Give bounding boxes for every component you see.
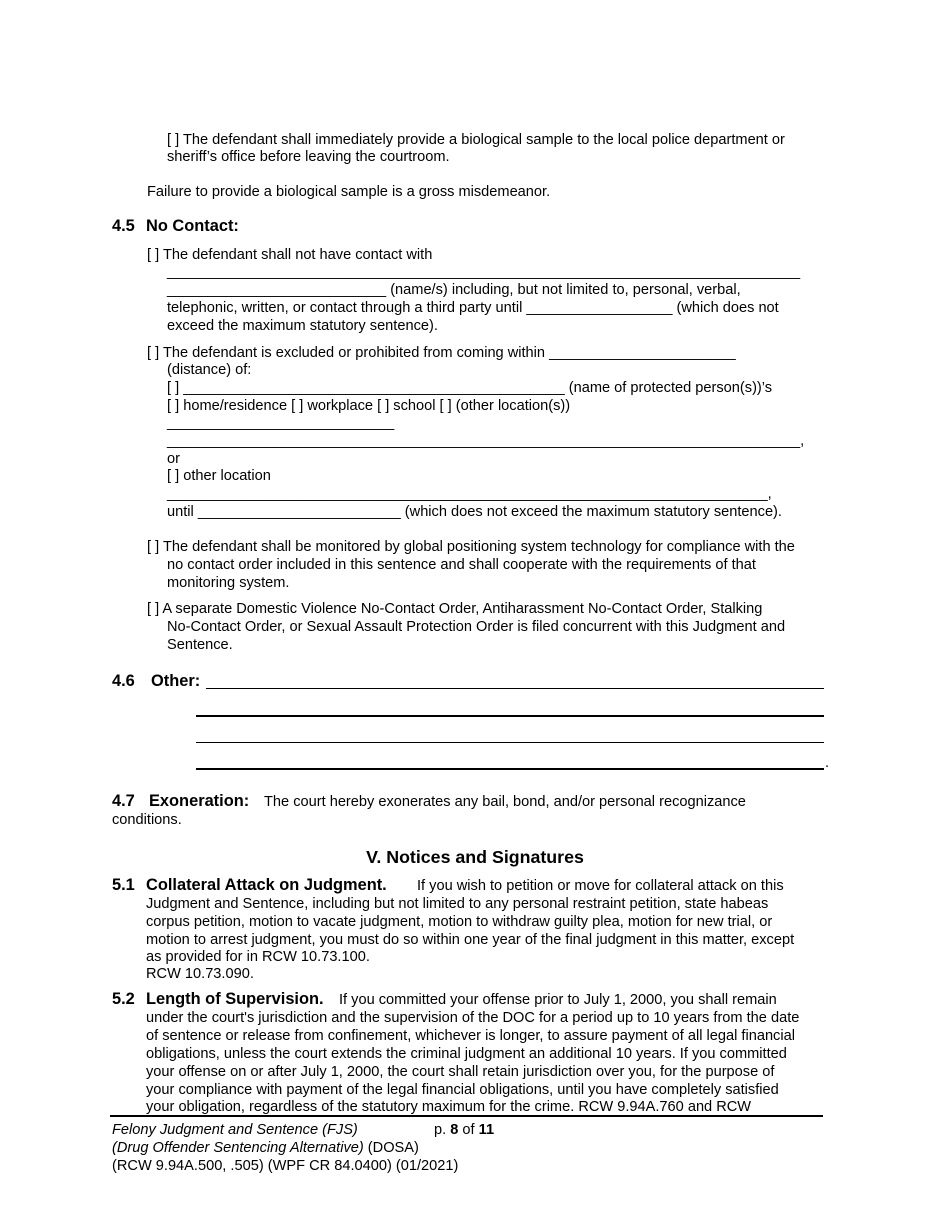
other-period: .	[825, 755, 830, 771]
gps-option-line-3: monitoring system.	[167, 575, 290, 591]
section-5-1-number: 5.1	[112, 876, 135, 894]
section-4-7-number: 4.7	[112, 792, 135, 810]
footer-page-prefix: p.	[434, 1122, 451, 1138]
biosample-line-2: sheriff’s office before leaving the courtroom.	[167, 149, 450, 165]
footer-rcw: (RCW 9.94A.500, .505) (WPF CR 84.0400) (01/2021)	[112, 1158, 459, 1174]
no-contact-third-party-line: telephonic, written, or contact through a third party until __________________ (which does not	[167, 300, 779, 316]
supervision-line-5: your offense on or after July 1, 2000, the court shall retain jurisdiction over you, for the purpose of	[146, 1064, 775, 1080]
supervision-line-6: your compliance with payment of the legal financial obligations, until you have completely satisfied	[146, 1082, 779, 1098]
section-4-6-title: Other:	[151, 672, 201, 690]
exclusion-other-location-blank: __________________________________________________________________________,	[167, 486, 772, 502]
section-5-2-title: Length of Supervision.	[146, 990, 324, 1008]
supervision-line-7: your obligation, regardless of the statutory maximum for the crime. RCW 9.94A.760 and RCW	[146, 1099, 752, 1115]
exclusion-until-line: until _________________________ (which does not exceed the maximum statutory sentence).	[167, 504, 782, 520]
footer-page-total: 11	[478, 1122, 495, 1138]
section-4-5-title: No Contact:	[146, 217, 239, 235]
exoneration-text-1: The court hereby exonerates any bail, bond, and/or personal recognizance	[264, 794, 746, 810]
footer-page-current: 8	[450, 1122, 459, 1138]
part-5-heading: V. Notices and Signatures	[366, 847, 584, 867]
section-5-2-number: 5.2	[112, 990, 135, 1008]
footer-page-number	[434, 1121, 494, 1139]
footer-dosa-italic: (Drug Offender Sentencing Alternative)	[112, 1140, 364, 1156]
no-contact-name-blank: ______________________________________________________________________________	[167, 264, 801, 280]
supervision-line-1: If you committed your offense prior to July 1, 2000, you shall remain	[339, 992, 777, 1008]
supervision-line-3: of sentence or release from confinement, whichever is longer, to assure payment of all legal financial	[146, 1028, 795, 1044]
collateral-line-4: motion to arrest judgment, you must do so within one year of the final judgment in this matter, except	[146, 932, 795, 948]
exclusion-protected-person: [ ] _______________________________________________ (name of protected person(s))’s	[167, 380, 773, 396]
biosample-failure: Failure to provide a biological sample is a gross misdemeanor.	[147, 184, 551, 200]
exclusion-distance-of: (distance) of:	[167, 362, 252, 378]
section-5-1-title: Collateral Attack on Judgment.	[146, 876, 387, 894]
separate-order-line-1: [ ] A separate Domestic Violence No-Contact Order, Antiharassment No-Contact Order, Stalking	[147, 601, 763, 617]
gps-option-line-2: no contact order included in this sentence and shall cooperate with the requirements of that	[167, 557, 756, 573]
exclusion-other-location: [ ] other location	[167, 468, 271, 484]
biosample-line-1: [ ] The defendant shall immediately provide a biological sample to the local police department or	[167, 132, 785, 148]
supervision-line-2: under the court's jurisdiction and the supervision of the DOC for a period up to 10 years from the date	[146, 1010, 800, 1026]
section-4-5-number: 4.5	[112, 217, 135, 235]
collateral-line-3: corpus petition, motion to vacate judgment, motion to withdraw guilty plea, motion for new trial, or	[146, 914, 773, 930]
exoneration-text-2: conditions.	[112, 812, 182, 828]
no-contact-names-line: ___________________________ (name/s) including, but not limited to, personal, verbal,	[167, 282, 741, 298]
no-contact-option-a: [ ] The defendant shall not have contact with	[147, 247, 433, 263]
section-4-7-title: Exoneration:	[149, 792, 250, 810]
collateral-line-2: Judgment and Sentence, including but not limited to any personal restraint petition, state habeas	[146, 896, 769, 912]
exclusion-option: [ ] The defendant is excluded or prohibited from coming within _______________________	[147, 345, 736, 361]
exclusion-location-blank-1: ____________________________	[167, 415, 395, 431]
other-blank-line-3	[196, 742, 824, 743]
exclusion-location-blank-2: ______________________________________________________________________________,	[167, 433, 805, 449]
collateral-line-1: If you wish to petition or move for collateral attack on this	[417, 878, 784, 894]
other-blank-line-1	[206, 688, 824, 689]
collateral-line-5: as provided for in RCW 10.73.100.	[146, 949, 370, 965]
footer-form-name: Felony Judgment and Sentence (FJS)	[112, 1122, 358, 1138]
footer-rule	[110, 1115, 823, 1117]
supervision-line-4: obligations, unless the court extends the criminal judgment an additional 10 years. If you committed	[146, 1046, 787, 1062]
no-contact-max-sentence-line: exceed the maximum statutory sentence).	[167, 318, 438, 334]
separate-order-line-2: No-Contact Order, or Sexual Assault Protection Order is filed concurrent with this Judgment and	[167, 619, 786, 635]
separate-order-line-3: Sentence.	[167, 637, 233, 653]
other-blank-line-2	[196, 715, 824, 717]
collateral-line-6: RCW 10.73.090.	[146, 966, 254, 982]
footer-dosa-code: (DOSA)	[363, 1140, 419, 1156]
gps-option-line-1: [ ] The defendant shall be monitored by global positioning system technology for compliance with the	[147, 539, 795, 555]
exclusion-location-types: [ ] home/residence [ ] workplace [ ] school [ ] (other location(s))	[167, 398, 571, 414]
exclusion-or: or	[167, 451, 180, 467]
section-4-6-number: 4.6	[112, 672, 135, 690]
other-blank-line-4	[196, 768, 824, 770]
footer-dosa	[112, 1139, 419, 1157]
footer-page-of: of	[458, 1122, 479, 1138]
